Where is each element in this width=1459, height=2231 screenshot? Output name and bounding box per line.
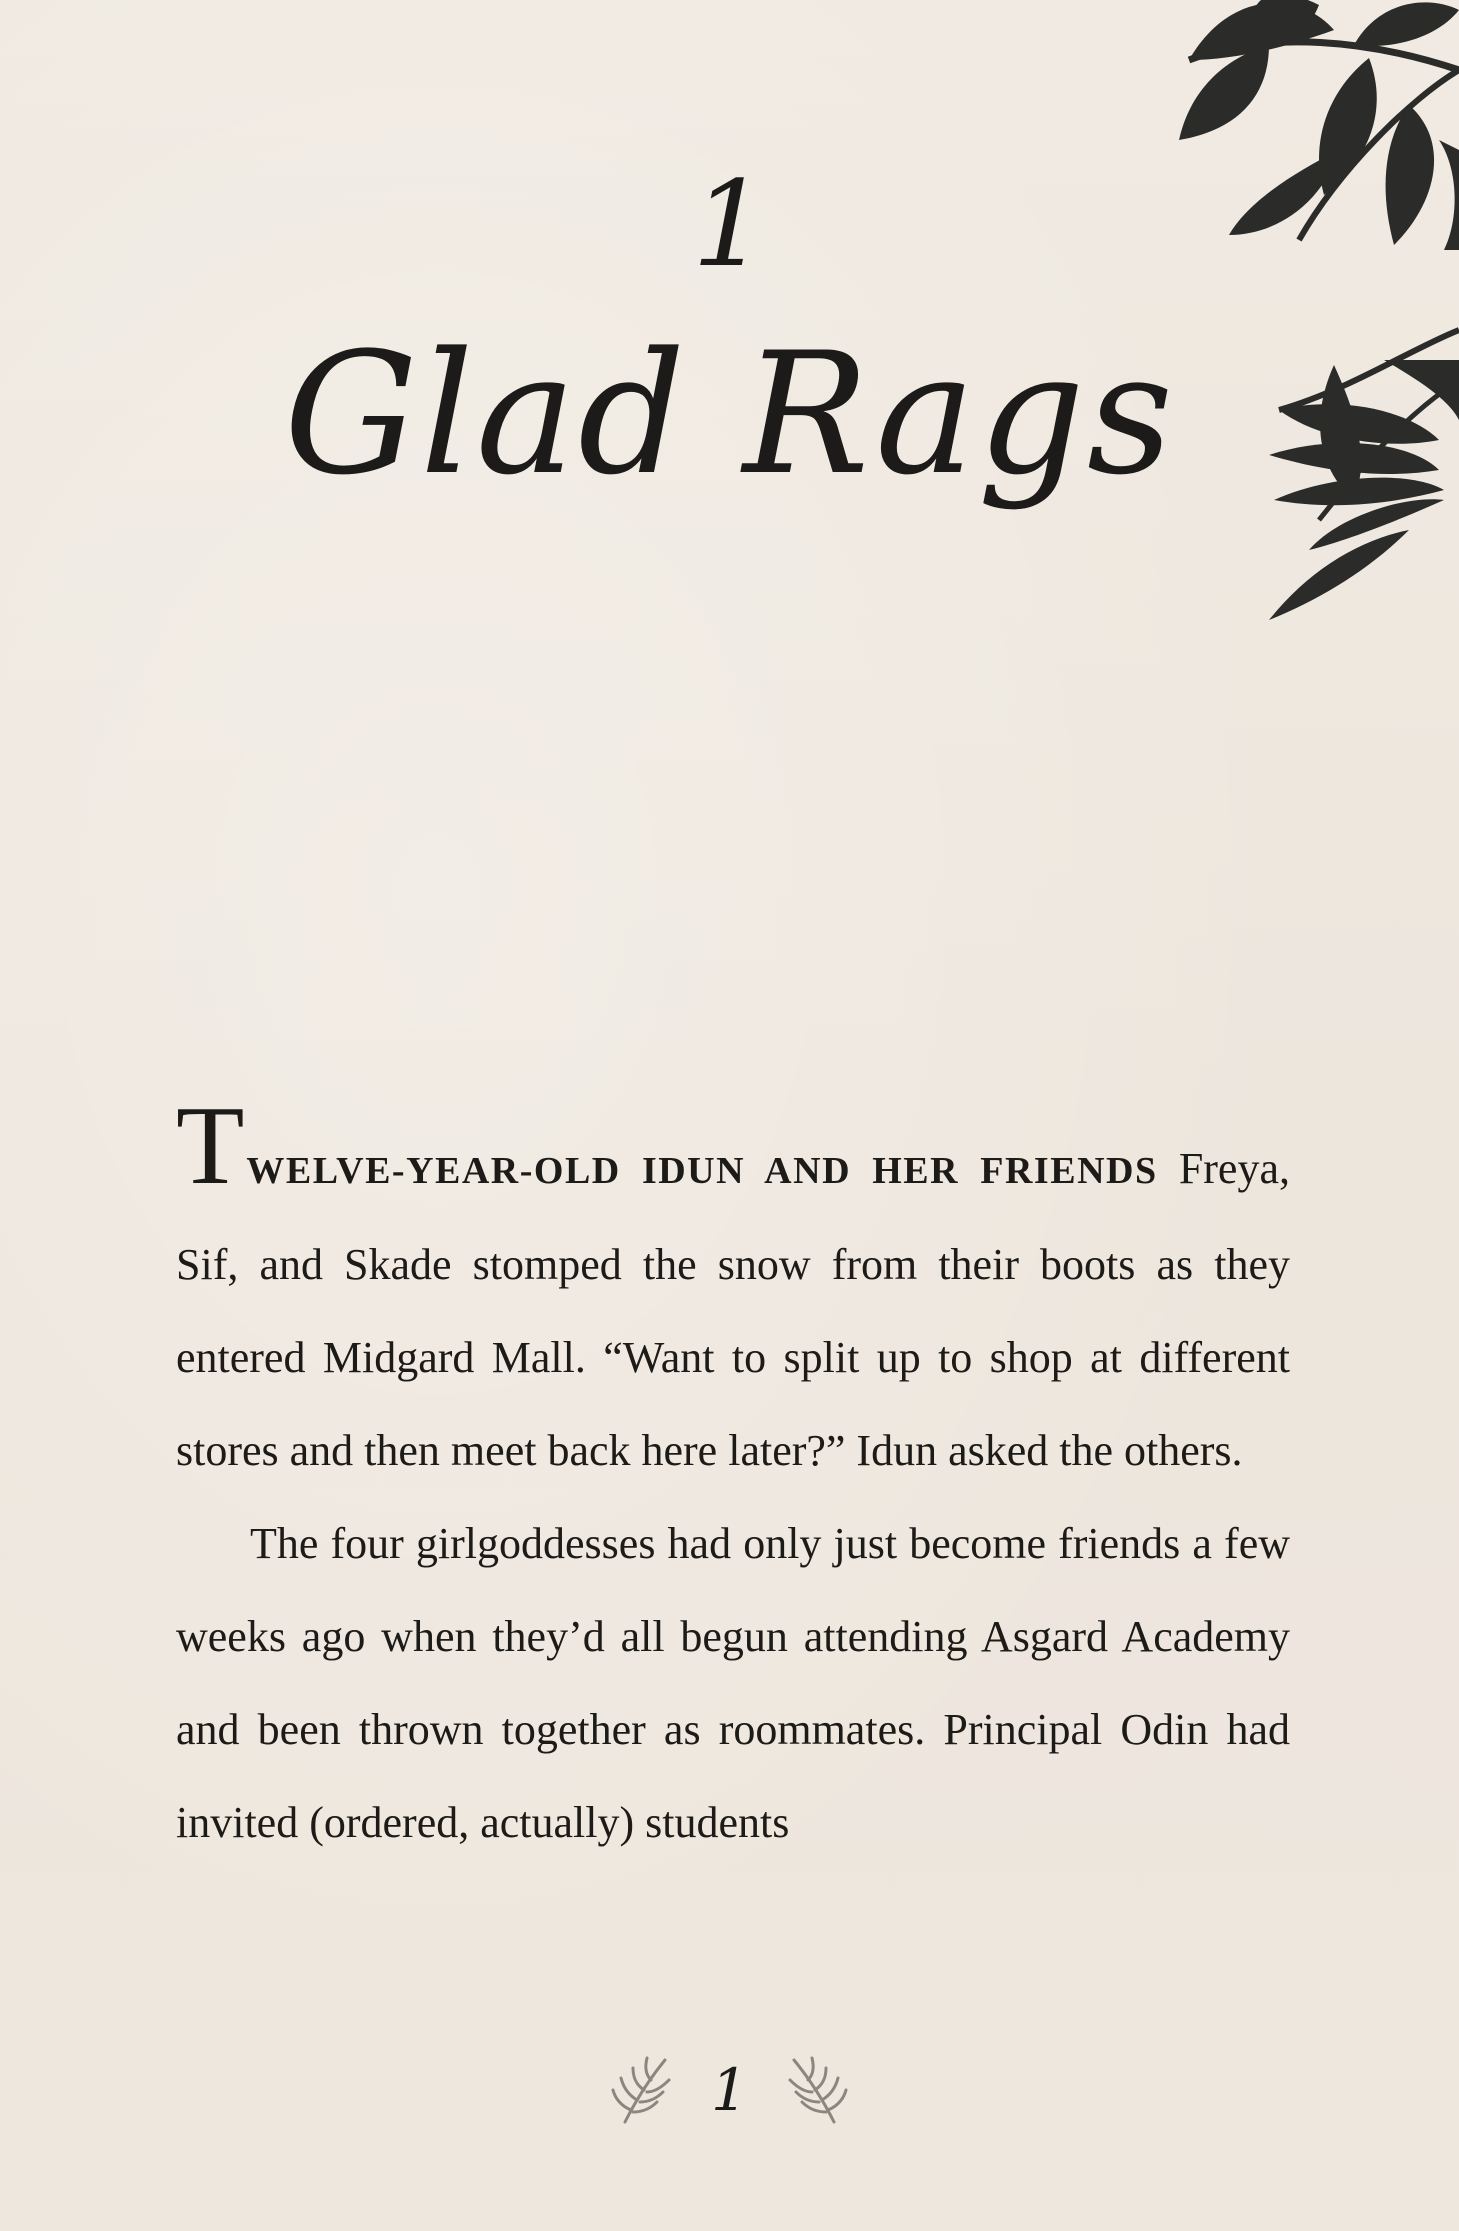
paragraph — [176, 1084, 1290, 1497]
sprig-icon — [782, 2050, 852, 2130]
chapter-number: 1 — [691, 155, 768, 293]
page-footer — [0, 2040, 1459, 2140]
page-number: 1 — [711, 2056, 748, 2124]
opening-small-caps: WELVE-YEAR-OLD IDUN AND HER FRIENDS — [246, 1150, 1158, 1192]
drop-cap: T — [176, 1084, 245, 1208]
sprig-icon — [607, 2050, 677, 2130]
paragraph: The four girlgoddesses had only just become friends a few weeks ago when they’d all begun attending Asgard Academy and been thrown together as roommates. Principal Odin had invited (ordered, actually) students — [176, 1519, 1290, 1847]
paragraph-text: Freya, Sif, and Skade stomped the snow from their boots as they entered Midgard Mall. “Want to split up to shop at different stores and then meet back here later?” Idun asked the others. — [176, 1144, 1290, 1475]
chapter-title: Glad Rags — [283, 316, 1176, 512]
chapter-body — [176, 1084, 1290, 1869]
